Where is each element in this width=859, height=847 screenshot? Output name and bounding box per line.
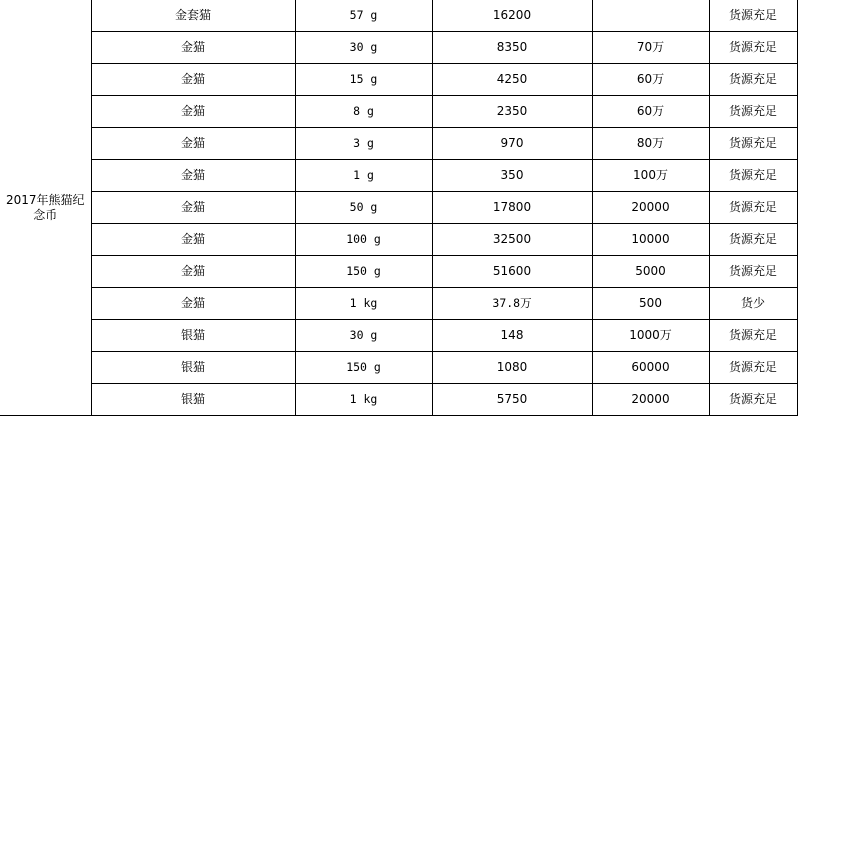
weight-cell[interactable]: 1 kg [295, 288, 432, 320]
table-row [0, 320, 797, 352]
status-cell[interactable]: 货源充足 [709, 224, 797, 256]
weight-cell[interactable]: 150 g [295, 256, 432, 288]
weight-cell[interactable]: 100 g [295, 224, 432, 256]
price-cell[interactable]: 37.8万 [432, 288, 592, 320]
weight-cell[interactable]: 1 g [295, 160, 432, 192]
mintage-cell[interactable]: 5000 [592, 256, 709, 288]
status-cell[interactable]: 货源充足 [709, 128, 797, 160]
price-cell[interactable]: 2350 [432, 96, 592, 128]
coin-type-cell[interactable]: 金猫 [91, 64, 295, 96]
status-cell[interactable]: 货源充足 [709, 64, 797, 96]
weight-cell[interactable]: 30 g [295, 320, 432, 352]
status-cell[interactable]: 货源充足 [709, 192, 797, 224]
mintage-cell[interactable] [592, 0, 709, 32]
table-row [0, 256, 797, 288]
coin-type-cell[interactable]: 金猫 [91, 224, 295, 256]
status-cell[interactable]: 货源充足 [709, 320, 797, 352]
table-row [0, 384, 797, 416]
price-cell[interactable]: 1080 [432, 352, 592, 384]
mintage-cell[interactable]: 10000 [592, 224, 709, 256]
weight-cell[interactable]: 1 kg [295, 384, 432, 416]
status-cell[interactable]: 货源充足 [709, 352, 797, 384]
table-row [0, 64, 797, 96]
coin-type-cell[interactable]: 金猫 [91, 160, 295, 192]
table-row [0, 192, 797, 224]
mintage-cell[interactable]: 500 [592, 288, 709, 320]
table-row [0, 0, 797, 32]
status-cell[interactable]: 货源充足 [709, 0, 797, 32]
table-row [0, 288, 797, 320]
coin-type-cell[interactable]: 金猫 [91, 288, 295, 320]
status-cell[interactable]: 货源充足 [709, 32, 797, 64]
price-cell[interactable]: 32500 [432, 224, 592, 256]
table-row [0, 160, 797, 192]
weight-cell[interactable]: 3 g [295, 128, 432, 160]
status-cell[interactable]: 货源充足 [709, 96, 797, 128]
coin-type-cell[interactable]: 银猫 [91, 320, 295, 352]
coin-type-cell[interactable]: 金猫 [91, 256, 295, 288]
mintage-cell[interactable]: 20000 [592, 384, 709, 416]
status-cell[interactable]: 货源充足 [709, 384, 797, 416]
price-cell[interactable]: 17800 [432, 192, 592, 224]
coin-type-cell[interactable]: 金猫 [91, 128, 295, 160]
price-cell[interactable]: 970 [432, 128, 592, 160]
price-cell[interactable]: 350 [432, 160, 592, 192]
price-cell[interactable]: 16200 [432, 0, 592, 32]
mintage-cell[interactable]: 60万 [592, 64, 709, 96]
mintage-cell[interactable]: 60000 [592, 352, 709, 384]
table-row [0, 96, 797, 128]
weight-cell[interactable]: 150 g [295, 352, 432, 384]
price-cell[interactable]: 4250 [432, 64, 592, 96]
price-cell[interactable]: 148 [432, 320, 592, 352]
status-cell[interactable]: 货源充足 [709, 160, 797, 192]
weight-cell[interactable]: 15 g [295, 64, 432, 96]
mintage-cell[interactable]: 80万 [592, 128, 709, 160]
price-cell[interactable]: 8350 [432, 32, 592, 64]
coin-type-cell[interactable]: 金猫 [91, 32, 295, 64]
mintage-cell[interactable]: 1000万 [592, 320, 709, 352]
coin-type-cell[interactable]: 金猫 [91, 96, 295, 128]
weight-cell[interactable]: 30 g [295, 32, 432, 64]
table-row [0, 224, 797, 256]
coin-price-table [0, 0, 798, 416]
weight-cell[interactable]: 57 g [295, 0, 432, 32]
status-cell[interactable]: 货少 [709, 288, 797, 320]
mintage-cell[interactable]: 70万 [592, 32, 709, 64]
weight-cell[interactable]: 8 g [295, 96, 432, 128]
coin-type-cell[interactable]: 金套猫 [91, 0, 295, 32]
status-cell[interactable]: 货源充足 [709, 256, 797, 288]
price-cell[interactable]: 5750 [432, 384, 592, 416]
mintage-cell[interactable]: 20000 [592, 192, 709, 224]
coin-type-cell[interactable]: 金猫 [91, 192, 295, 224]
mintage-cell[interactable]: 60万 [592, 96, 709, 128]
table-row [0, 32, 797, 64]
table-row [0, 352, 797, 384]
coin-type-cell[interactable]: 银猫 [91, 384, 295, 416]
coin-type-cell[interactable]: 银猫 [91, 352, 295, 384]
price-cell[interactable]: 51600 [432, 256, 592, 288]
table-row [0, 128, 797, 160]
group-label-cell[interactable]: 2017年熊猫纪念币 [0, 0, 91, 416]
weight-cell[interactable]: 50 g [295, 192, 432, 224]
mintage-cell[interactable]: 100万 [592, 160, 709, 192]
